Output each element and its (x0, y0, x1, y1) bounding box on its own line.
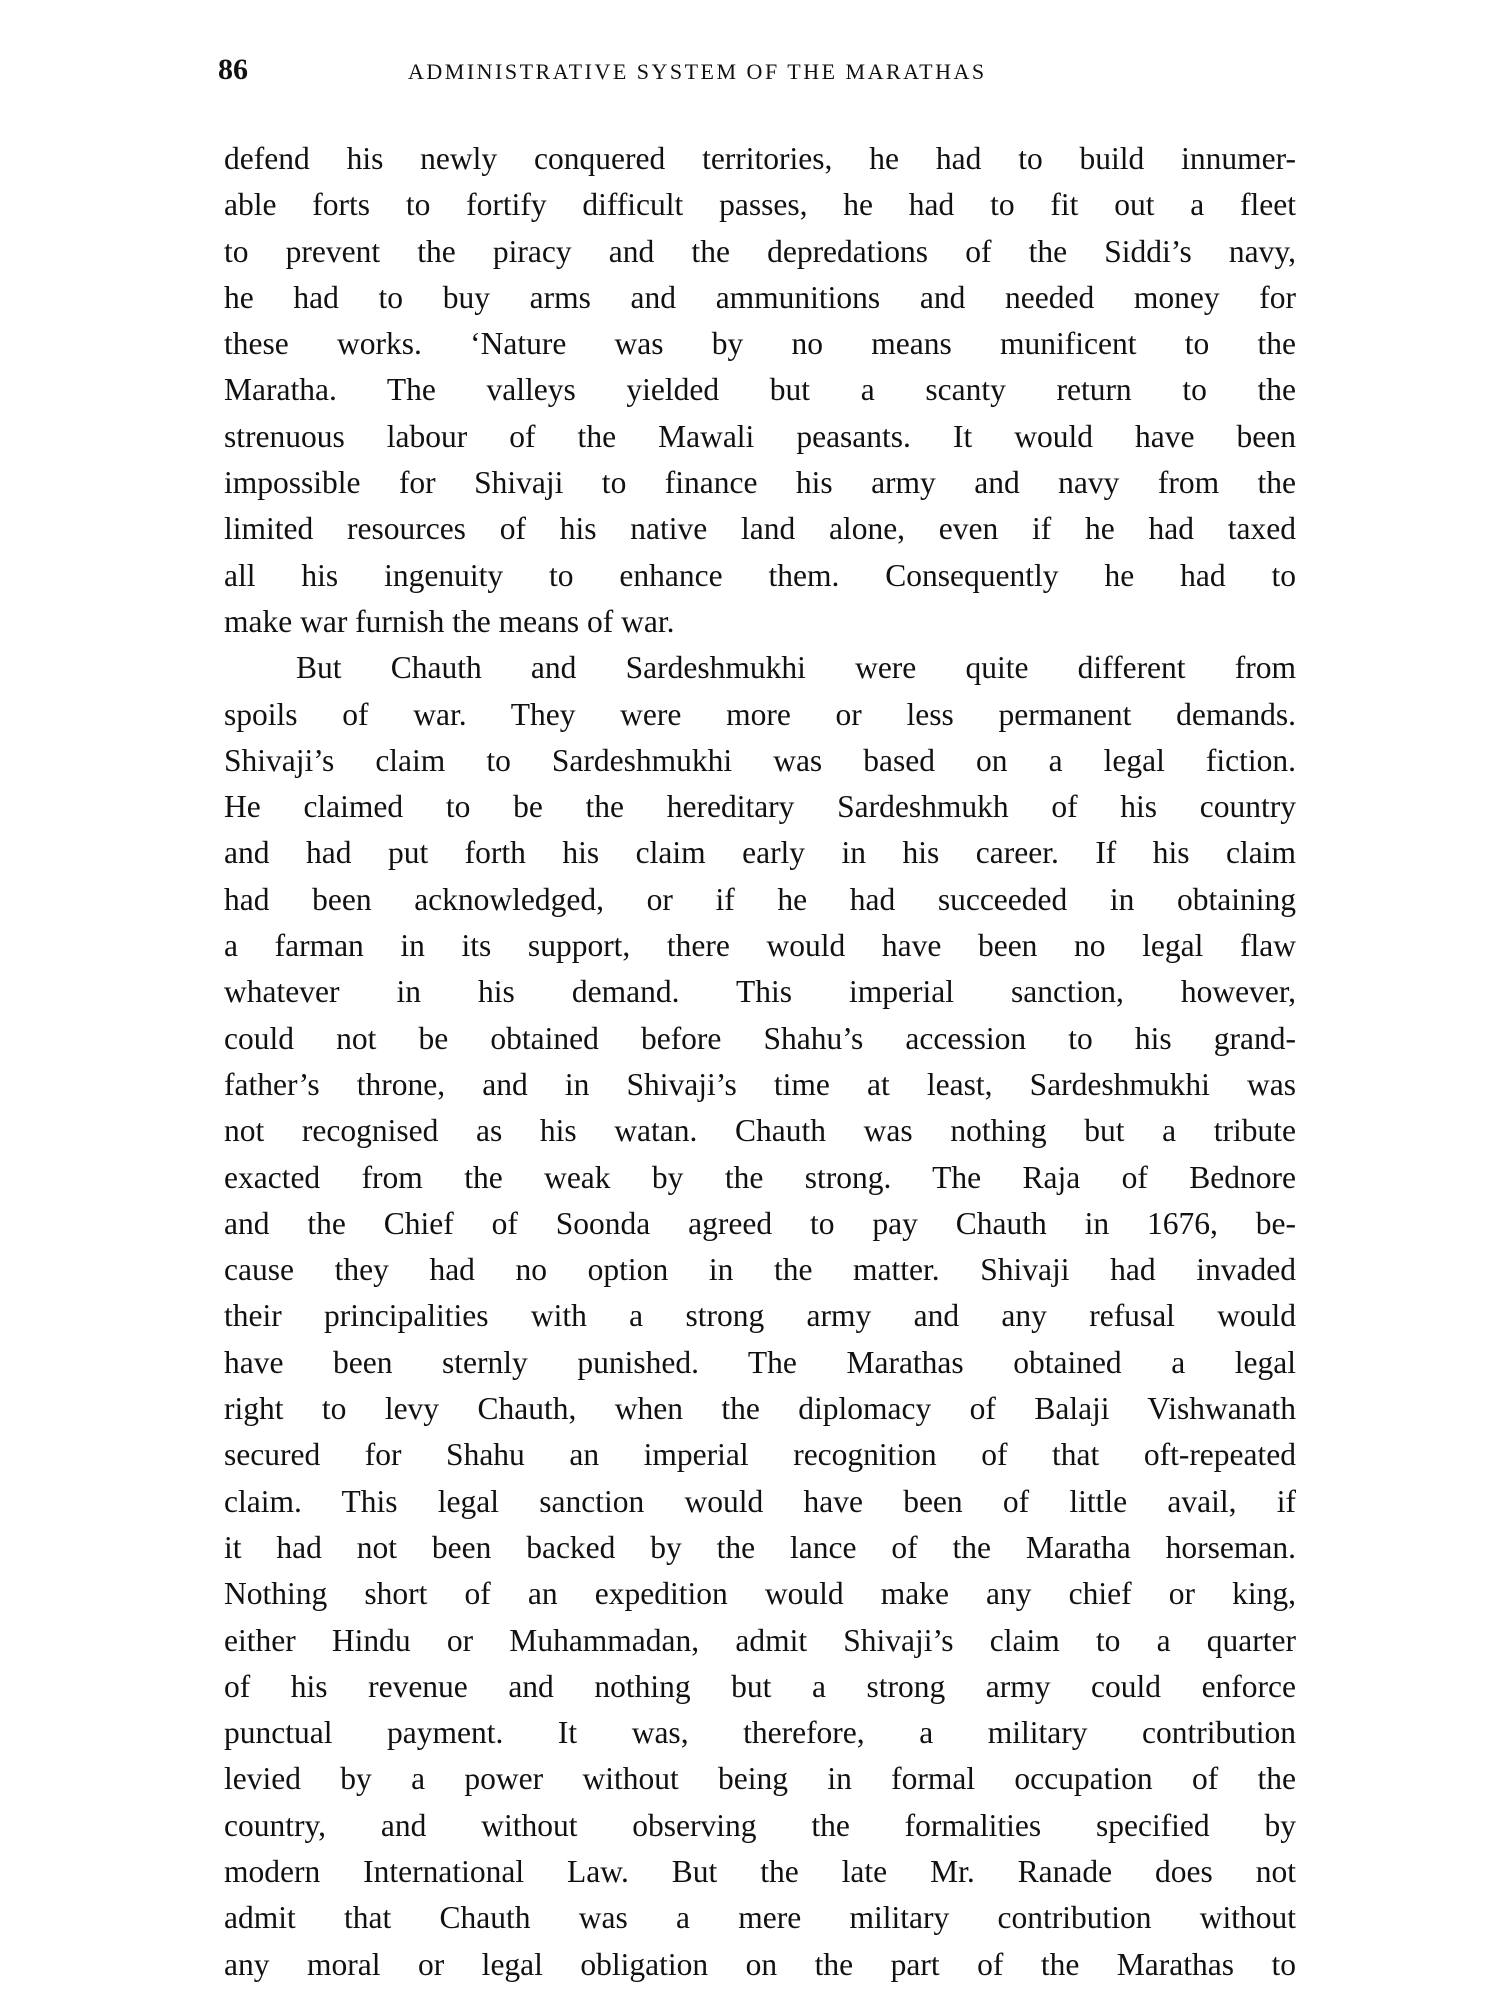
page-number: 86 (218, 53, 248, 86)
text-line: levied by a power without being in formal occupation of the (224, 1761, 1296, 1797)
text-line: could not be obtained before Shahu’s accession to his grand- (224, 1020, 1296, 1056)
text-line: whatever in his demand. This imperial sanction, however, (224, 974, 1296, 1010)
body-text (224, 136, 1296, 1988)
text-line: cause they had no option in the matter. Shivaji had invaded (224, 1252, 1296, 1288)
text-line: have been sternly punished. The Marathas obtained a legal (224, 1344, 1296, 1380)
text-line: He claimed to be the hereditary Sardeshmukh of his country (224, 789, 1296, 825)
text-line: either Hindu or Muhammadan, admit Shivaji’s claim to a quarter (224, 1622, 1296, 1658)
text-line: punctual payment. It was, therefore, a military contribution (224, 1715, 1296, 1751)
text-line: father’s throne, and in Shivaji’s time at least, Sardeshmukhi was (224, 1066, 1296, 1102)
text-line: not recognised as his watan. Chauth was nothing but a tribute (224, 1113, 1296, 1149)
text-line: right to levy Chauth, when the diplomacy of Balaji Vishwanath (224, 1391, 1296, 1427)
paragraph (224, 645, 1296, 1988)
text-line: make war furnish the means of war. (224, 603, 675, 639)
text-line: admit that Chauth was a mere military contribution without (224, 1900, 1296, 1936)
text-line: of his revenue and nothing but a strong army could enforce (224, 1668, 1296, 1704)
text-line: modern International Law. But the late Mr. Ranade does not (224, 1853, 1296, 1889)
text-line: a farman in its support, there would have been no legal flaw (224, 928, 1296, 964)
text-line: had been acknowledged, or if he had succeeded in obtaining (224, 881, 1296, 917)
text-line: secured for Shahu an imperial recognition of that oft-repeated (224, 1437, 1296, 1473)
text-line: Maratha. The valleys yielded but a scanty return to the (224, 372, 1296, 408)
text-line: Nothing short of an expedition would make any chief or king, (224, 1576, 1296, 1612)
text-line: these works. ‘Nature was by no means munificent to the (224, 326, 1296, 362)
paragraph (224, 136, 1296, 645)
text-line: spoils of war. They were more or less permanent demands. (224, 696, 1296, 732)
text-line: country, and without observing the formalities specified by (224, 1807, 1296, 1843)
text-line: able forts to fortify difficult passes, he had to fit out a fleet (224, 187, 1296, 223)
text-line: their principalities with a strong army and any refusal would (224, 1298, 1296, 1334)
text-line: any moral or legal obligation on the part of the Marathas to (224, 1946, 1296, 1982)
text-line: to prevent the piracy and the depredations of the Siddi’s navy, (224, 233, 1296, 269)
text-line: Shivaji’s claim to Sardeshmukhi was based on a legal fiction. (224, 742, 1296, 778)
text-line: exacted from the weak by the strong. The Raja of Bednore (224, 1159, 1296, 1195)
text-line: claim. This legal sanction would have been of little avail, if (224, 1483, 1296, 1519)
text-line: impossible for Shivaji to finance his army and navy from the (224, 465, 1296, 501)
text-line: and the Chief of Soonda agreed to pay Chauth in 1676, be- (224, 1205, 1296, 1241)
text-line: strenuous labour of the Mawali peasants. It would have been (224, 418, 1296, 454)
text-line: defend his newly conquered territories, he had to build innumer- (224, 141, 1296, 176)
running-header (218, 52, 1298, 92)
text-line: But Chauth and Sardeshmukhi were quite different from (296, 650, 1296, 686)
text-line: he had to buy arms and ammunitions and needed money for (224, 279, 1296, 315)
text-line: it had not been backed by the lance of the Maratha horseman. (224, 1529, 1296, 1565)
text-line: limited resources of his native land alone, even if he had taxed (224, 511, 1296, 547)
text-line: and had put forth his claim early in his career. If his claim (224, 835, 1296, 871)
text-line: all his ingenuity to enhance them. Consequently he had to (224, 557, 1296, 593)
running-title: ADMINISTRATIVE SYSTEM OF THE MARATHAS (408, 59, 987, 84)
